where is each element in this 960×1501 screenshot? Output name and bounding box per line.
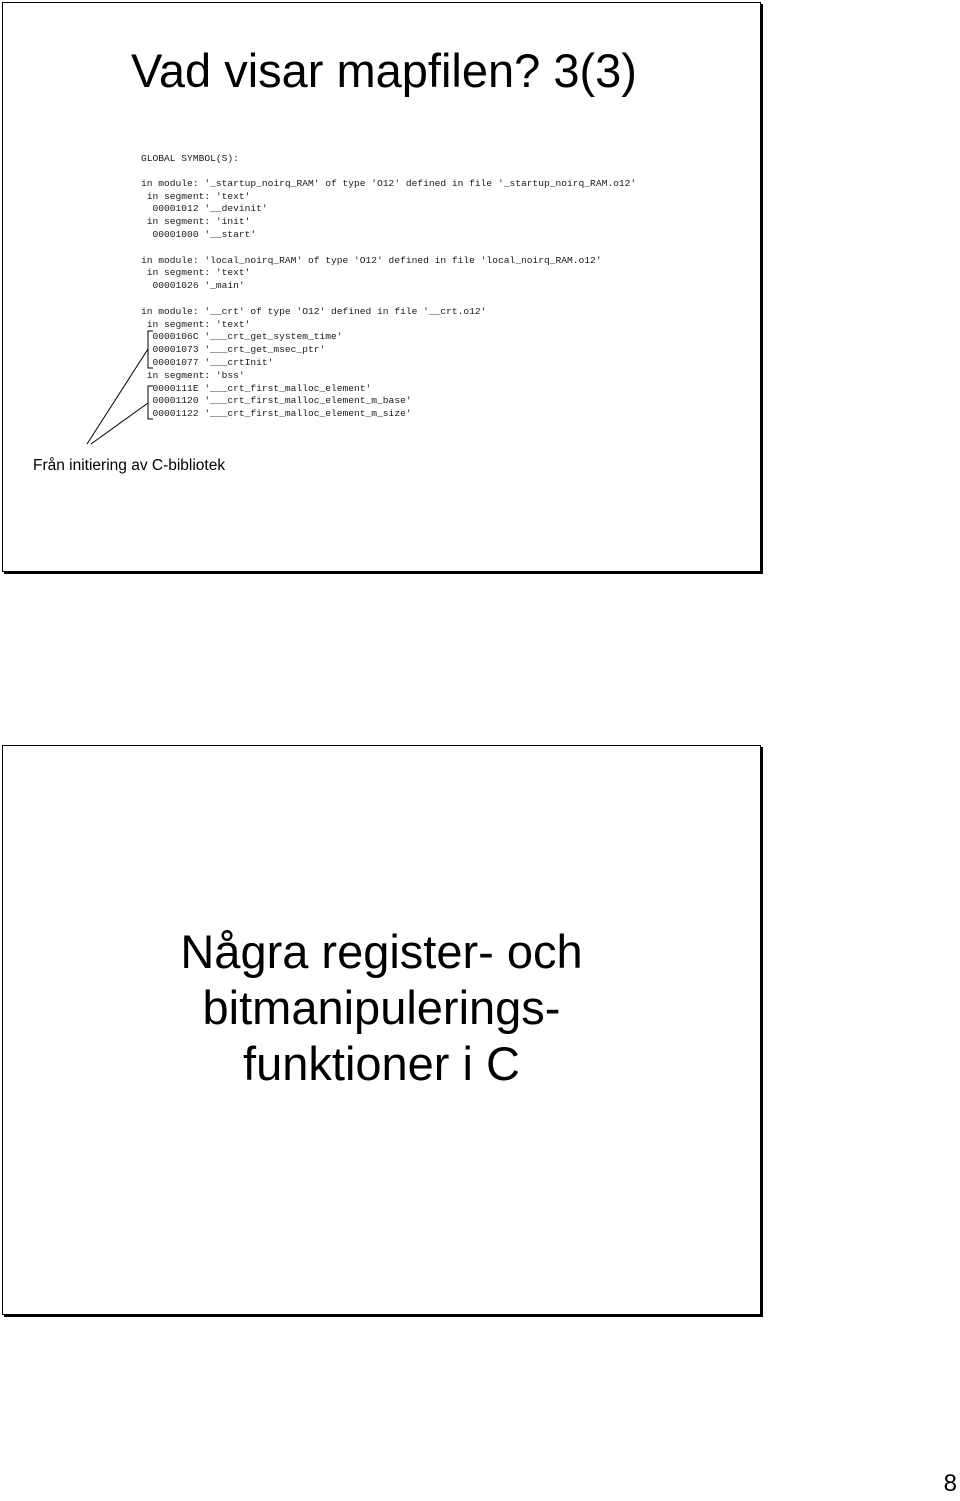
- mapfile-line: in segment: 'text': [141, 318, 251, 330]
- mapfile-line: 00001120 '___crt_first_malloc_element_m_base': [141, 395, 412, 407]
- mapfile-line: 00001122 '___crt_first_malloc_element_m_size': [141, 408, 412, 420]
- mapfile-line: 00001000 '__start': [141, 228, 257, 240]
- callout-brackets: [3, 3, 760, 571]
- pointer-line-upper: [87, 349, 148, 444]
- slide-title: [3, 924, 760, 1092]
- mapfile-line: 00001077 '___crtInit': [141, 356, 274, 368]
- title-line-2: bitmanipulerings-: [202, 981, 561, 1034]
- bracket-lower: [148, 386, 153, 419]
- slide-title: Vad visar mapfilen? 3(3): [131, 44, 637, 97]
- mapfile-line: 00001012 '__devinit': [141, 203, 268, 215]
- mapfile-header: GLOBAL SYMBOL(S):: [141, 153, 239, 164]
- title-line-1: Några register- och: [180, 925, 583, 978]
- mapfile-line: in segment: 'text': [141, 267, 251, 279]
- slide-2: [2, 745, 761, 1315]
- mapfile-line: 00001026 '_main': [141, 280, 245, 292]
- slide-1: [2, 2, 761, 572]
- mapfile-line: 0000111E '___crt_first_malloc_element': [141, 382, 372, 394]
- mapfile-line: in module: '_startup_noirq_RAM' of type 'O12' defined in file '_startup_noirq_RAM.o12': [141, 177, 637, 189]
- title-line-3: funktioner i C: [243, 1037, 520, 1090]
- mapfile-line: in segment: 'init': [141, 216, 251, 228]
- mapfile-line: 00001073 '___crt_get_msec_ptr': [141, 344, 326, 356]
- mapfile-line: 0000106C '___crt_get_system_time': [141, 331, 343, 343]
- callout-caption: Från initiering av C-bibliotek: [33, 457, 226, 474]
- pointer-line-lower: [91, 403, 148, 444]
- page-number: 8: [943, 1470, 957, 1497]
- mapfile-line: in segment: 'text': [141, 190, 251, 202]
- mapfile-line: in module: 'local_noirq_RAM' of type 'O12' defined in file 'local_noirq_RAM.o12': [141, 254, 602, 266]
- bracket-upper: [148, 331, 153, 368]
- mapfile-line: in module: '__crt' of type 'O12' defined in file '__crt.o12': [141, 305, 487, 317]
- mapfile-line: in segment: 'bss': [141, 369, 245, 381]
